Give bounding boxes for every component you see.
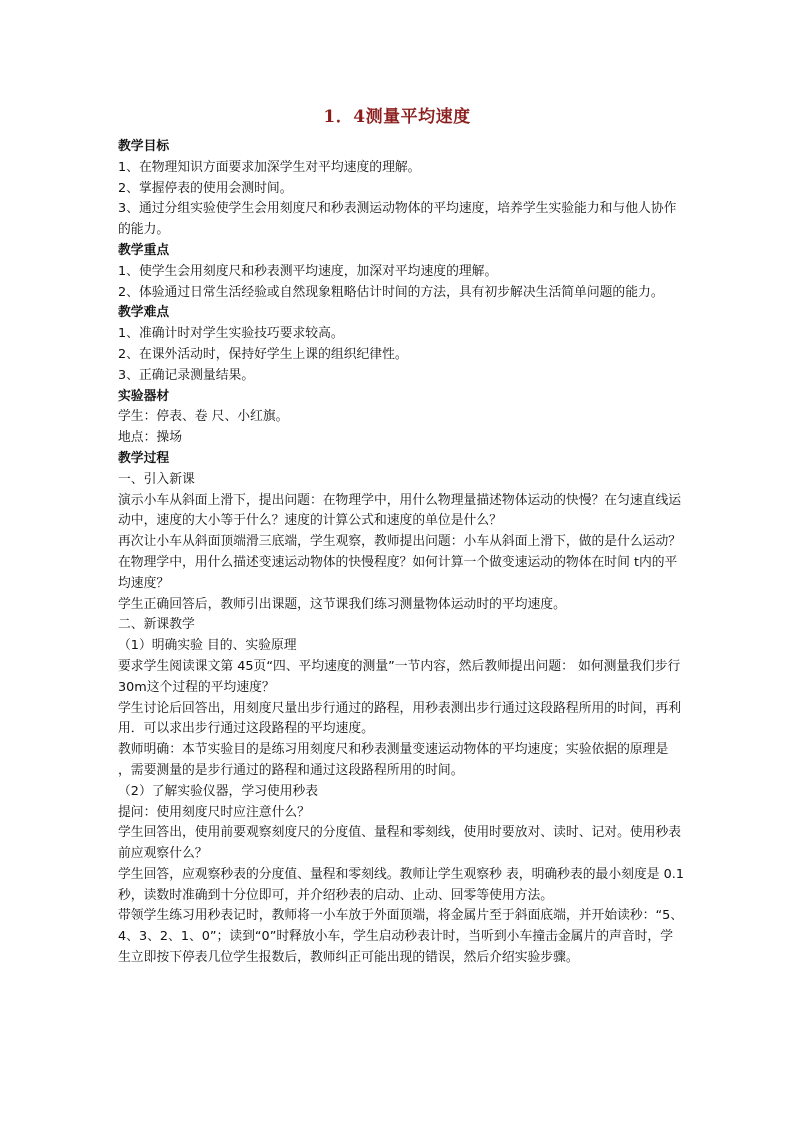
paragraph: 2、在课外活动时，保持好学生上课的组织纪律性。 bbox=[118, 346, 408, 362]
section-heading-equipment: 实验器材 bbox=[118, 388, 170, 404]
paragraph: 学生讨论后回答出，用刻度尺量出步行通过的路程，用秒表测出步行通过这段路程所用的时间，再利用．可以求出步行通过这段路程的平均速度。 bbox=[118, 700, 682, 737]
paragraph: 学生回答，应观察秒表的分度值、量程和零刻线。教师让学生观察秒 表，明确秒表的最小刻度是 0.1秒，读数时准确到十分位即可，并介绍秒表的启动、止动、回零等使用方法。 bbox=[118, 866, 684, 903]
section-heading-goals: 教学目标 bbox=[118, 139, 170, 154]
paragraph: 要求学生阅读课文第 45页“四、平均速度的测量”一节内容，然后教师提出问题： 如何测量我们步行 30m这个过程的平均速度？ bbox=[118, 658, 681, 695]
paragraph: 2、掌握停表的使用会测时间。 bbox=[118, 180, 293, 196]
paragraph: 提问：使用刻度尺时应注意什么？ bbox=[118, 804, 310, 820]
paragraph: （2）了解实验仪器，学习使用秒表 bbox=[118, 783, 319, 799]
section-heading-process: 教学过程 bbox=[118, 450, 170, 466]
paragraph: 演示小车从斜面上滑下，提出问题：在物理学中，用什么物理量描述物体运动的快慢？在匀速直线运动中，速度的大小等于什么？速度的计算公式和速度的单位是什么？ bbox=[118, 492, 682, 529]
paragraph: 学生：停表、卷 尺、小红旗。 bbox=[118, 409, 289, 425]
paragraph: 教师明确：本节实验目的是练习用刻度尺和秒表测量变速运动物体的平均速度；实验依据的原理是 ，需要测量的是步行通过的路程和通过这段路程所用的时间。 bbox=[118, 742, 669, 778]
paragraph: 学生正确回答后，教师引出课题，这节课我们练习测量物体运动时的平均速度。 bbox=[118, 596, 566, 612]
paragraph: 再次让小车从斜面顶端滑三底端，学生观察，教师提出问题：小车从斜面上滑下，做的是什么运动？在物理学中，用什么描述变速运动物体的快慢程度？如何计算一个做变速运动的物体在时间 t内的平均速度？ bbox=[118, 534, 682, 591]
paragraph: 1、在物理知识方面要求加深学生对平均速度的理解。 bbox=[118, 159, 421, 175]
paragraph: （1）明确实验 目的、实验原理 bbox=[118, 638, 297, 654]
paragraph: 1、使学生会用刻度尺和秒表测平均速度，加深对平均速度的理解。 bbox=[118, 263, 498, 279]
document-body bbox=[118, 137, 684, 969]
section-heading-key-points: 教学重点 bbox=[118, 242, 170, 258]
paragraph: 地点：操场 bbox=[118, 430, 182, 446]
paragraph: 二、新课教学 bbox=[118, 617, 195, 633]
paragraph: 学生回答出，使用前要观察刻度尺的分度值、量程和零刻线，使用时要放对、读时、记对。使用秒表前应观察什么？ bbox=[118, 825, 682, 862]
paragraph: 1、准确计时对学生实验技巧要求较高。 bbox=[118, 326, 344, 342]
paragraph: 一、引入新课 bbox=[118, 471, 195, 487]
paragraph: 3、正确记录测量结果。 bbox=[118, 367, 255, 383]
paragraph: 带领学生练习用秒表记时，教师将一小车放于外面顶端，将金属片至于斜面底端，并开始读秒：“5、4、3、2、1、0”；读到“0”时释放小车，学生启动秒表计时，当听到小车撞击金属片的声音时，学生立即按下停表几位学生报数后，教师纠正可能出现的错误，然后介绍实验步骤。 bbox=[118, 908, 684, 966]
paragraph: 2、体验通过日常生活经验或自然现象粗略估计时间的方法，具有初步解决生活简单问题的能力。 bbox=[118, 284, 664, 300]
section-heading-difficulties: 教学难点 bbox=[118, 305, 170, 321]
document-title: 1．4测量平均速度 bbox=[323, 107, 471, 127]
paragraph: 3、通过分组实验使学生会用刻度尺和秒表测运动物体的平均速度，培养学生实验能力和与他人协作的能力。 bbox=[118, 201, 677, 238]
